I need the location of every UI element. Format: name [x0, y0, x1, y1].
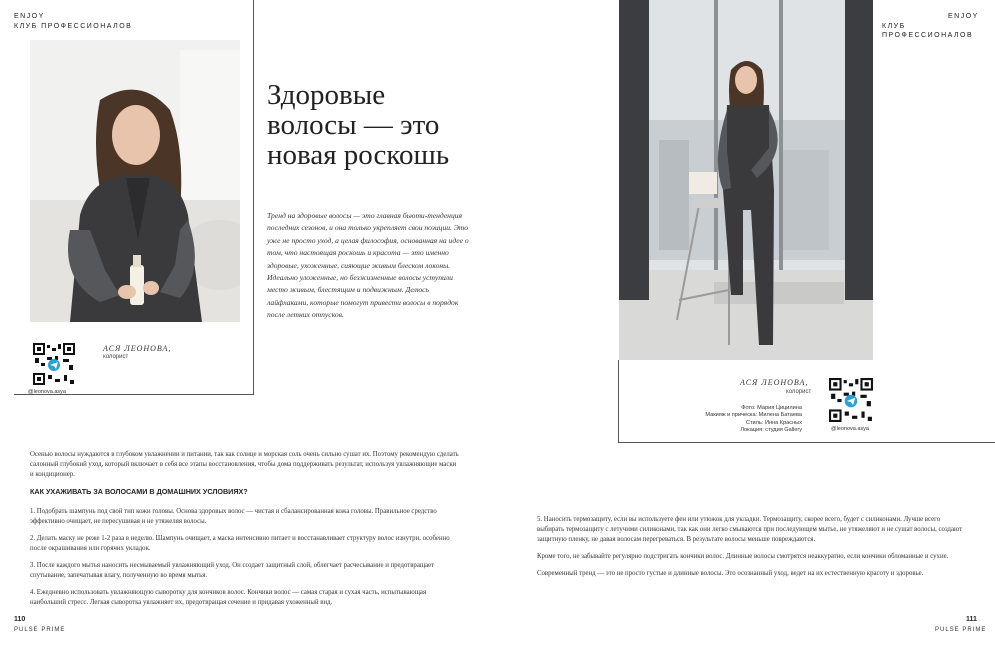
- page-number-right: 111: [966, 616, 977, 623]
- article-lead: Тренд на здоровые волосы — это главная бьюти-тенденция последних сезонов, и она только укрепляет свои позиции. Это уже не просто уход, а целая философия, основанная на идее о том, что настоящая роскошь и красота — это именно здоровые, ухоженные, сияющие живым блеском локоны. Идеально уложенные, но безжизненные волосы уступили место живым, блестящим и подвижным. Делюсь лайфхаками, которые помогут привести волосы в порядок после летних отпусков.: [267, 211, 469, 320]
- frame-rule-horizontal-right: [618, 442, 995, 443]
- portrait-photo-left: [30, 40, 240, 322]
- magazine-name-left: PULSE PRIME: [14, 627, 66, 633]
- page-number-left: 110: [14, 616, 26, 623]
- portrait-role-left: колорист: [103, 354, 129, 360]
- article-headline: Здоровые волосы — это новая роскошь: [267, 79, 450, 171]
- credit-line: Стиль: Инна Красных: [745, 419, 802, 426]
- portrait-photo-right: [619, 0, 873, 360]
- section-heading: КАК УХАЖИВАТЬ ЗА ВОЛОСАМИ В ДОМАШНИХ УСЛОВИЯХ?: [30, 487, 248, 496]
- intro-paragraph: Осенью волосы нуждаются в глубоком увлажнении и питании, так как солнце и морская соль очень сильно сушат их. Поэтому рекомендую сделать салонный глубокий уход, который включает в себя все этапы восстановления, чтобы дома поддерживать результат, используя увлажняющие маски и кондиционер.: [30, 451, 459, 478]
- tip-item: 5. Наносить термозащиту, если вы используете фен или утюжок для укладки. Термозащиту, скорее всего, будет с силиконами. Лучше всего выбирать термозащиту с летучими силиконами, так как они легко смываются при последующем мытье, не утяжеляют и не сушат волосы, создают защитную пленку, не давая волосам перегреваться. В результате волосы меньше повреждаются.: [537, 516, 962, 543]
- section-kicker: ENJOY: [14, 13, 45, 20]
- tip-item: 3. После каждого мытья наносить несмываемый увлажняющий уход. Он создает защитный слой, облегчает расчесывание и предотвращает спутывание, запечатывая влагу, полученную во время мытья.: [30, 562, 435, 579]
- tip-item: 4. Ежедневно использовать увлажняющую сыворотку для кончиков волос. Кончики волос — самая старая и сухая часть, испытывающая наибольший стресс. Легкая сыворотка увлажняет их, предотвращая сечение и придавая ухоженный вид.: [30, 589, 427, 606]
- body-paragraph: Современный тренд — это не просто густые и длинные волосы. Это осознанный уход, ведет на их естественную красоту и здоровье.: [537, 570, 924, 577]
- social-handle-left[interactable]: @leonova.asya: [28, 389, 66, 395]
- section-subkicker: КЛУБ ПРОФЕССИОНАЛОВ: [14, 23, 133, 30]
- credit-line: Макияж и прическа: Милена Батаева: [705, 412, 802, 419]
- portrait-name-left: АСЯ ЛЕОНОВА,: [103, 344, 172, 353]
- left-body: [30, 450, 460, 615]
- frame-rule-vertical: [253, 0, 254, 395]
- section-kicker-right: ENJOY: [948, 13, 979, 20]
- credit-line: Локация: студия Gallery: [740, 427, 802, 434]
- section-subkicker-right: КЛУБ ПРОФЕССИОНАЛОВ: [882, 23, 974, 39]
- photo-credits: [668, 405, 802, 435]
- tip-item: 1. Подобрать шампунь под свой тип кожи головы. Основа здоровых волос — чистая и сбалансированная кожа головы. Правильное средство эффективно очищает, не пересушивая и не утяжеляя волосы.: [30, 508, 437, 525]
- tip-item: 2. Делать маску не реже 1-2 раза в неделю. Шампунь очищает, а маска интенсивно питает и восстанавливает структуру волос изнутри, особенно после окрашивания или горячих укладок.: [30, 535, 450, 552]
- qr-code-right[interactable]: [829, 378, 873, 422]
- portrait-name-right: АСЯ ЛЕОНОВА,: [740, 378, 809, 387]
- portrait-role-right: колорист: [786, 389, 812, 395]
- frame-rule-vertical-right: [618, 360, 619, 443]
- social-handle-right[interactable]: @leonova.asya: [831, 426, 869, 432]
- magazine-name-right: PULSE PRIME: [935, 627, 987, 633]
- right-body: [537, 515, 965, 586]
- body-paragraph: Кроме того, не забывайте регулярно подстригать кончики волос. Длинные волосы смотрятся неаккуратно, если кончики обломанные и сухие.: [537, 553, 949, 560]
- credit-line: Фото: Мария Цицилина: [741, 405, 802, 411]
- qr-code-left[interactable]: [33, 343, 75, 385]
